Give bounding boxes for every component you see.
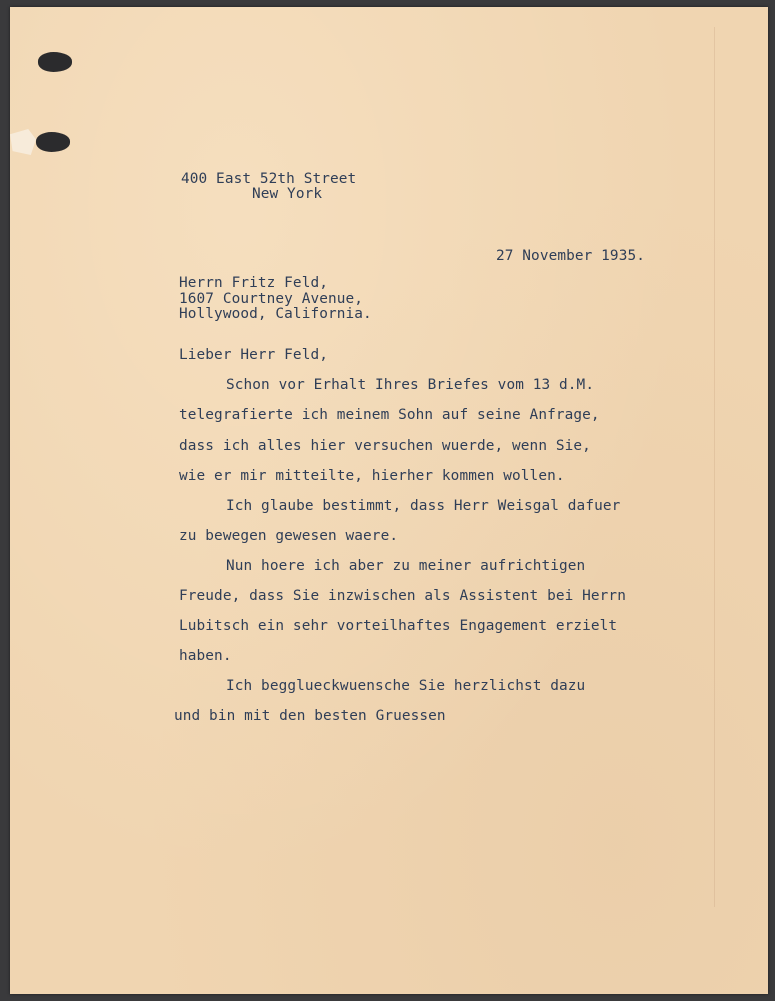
punch-hole-icon bbox=[38, 52, 72, 72]
body-line: Nun hoere ich aber zu meiner aufrichtigen bbox=[226, 558, 586, 574]
body-line: Freude, dass Sie inzwischen als Assistent bei Herrn bbox=[179, 588, 626, 604]
body-line: haben. bbox=[179, 648, 232, 664]
salutation: Lieber Herr Feld, bbox=[179, 347, 328, 363]
recipient-street: 1607 Courtney Avenue, bbox=[179, 291, 364, 307]
sender-address-street: 400 East 52th Street bbox=[181, 171, 357, 187]
closing-line: und bin mit den besten Gruessen bbox=[174, 708, 446, 724]
sender-address-city: New York bbox=[252, 186, 323, 202]
torn-paper-corner bbox=[10, 129, 36, 155]
body-line: Schon vor Erhalt Ihres Briefes vom 13 d.M. bbox=[226, 377, 595, 393]
body-line: Ich begglueckwuensche Sie herzlichst dazu bbox=[226, 678, 586, 694]
body-line: Ich glaube bestimmt, dass Herr Weisgal dafuer bbox=[226, 498, 621, 514]
body-line: wie er mir mitteilte, hierher kommen wollen. bbox=[179, 468, 565, 484]
body-line: zu bewegen gewesen waere. bbox=[179, 528, 399, 544]
recipient-name: Herrn Fritz Feld, bbox=[179, 275, 328, 291]
letter-date: 27 November 1935. bbox=[496, 248, 645, 264]
punch-hole-icon bbox=[36, 132, 70, 152]
body-line: telegrafierte ich meinem Sohn auf seine Anfrage, bbox=[179, 407, 600, 423]
body-line: Lubitsch ein sehr vorteilhaftes Engagement erzielt bbox=[179, 618, 618, 634]
recipient-city: Hollywood, California. bbox=[179, 306, 372, 322]
letter-page bbox=[10, 7, 768, 994]
body-line: dass ich alles hier versuchen wuerde, wenn Sie, bbox=[179, 438, 591, 454]
paper-fold-line bbox=[714, 27, 715, 907]
